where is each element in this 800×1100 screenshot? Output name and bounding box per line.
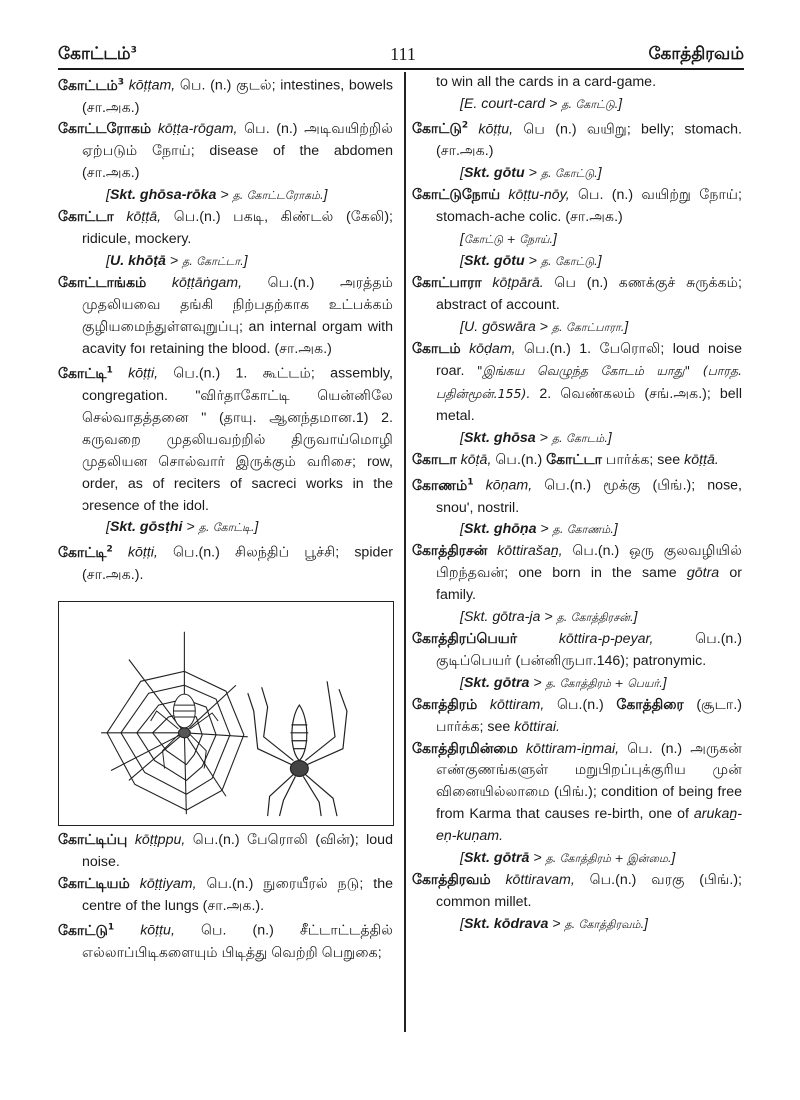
dictionary-entry: [412, 185, 742, 229]
transliteration: kōṭpārā.: [492, 274, 544, 291]
definition: பெ (n.) கணக்குச் சுருக்கம்; abstract of account.: [436, 274, 742, 313]
dictionary-entry: [412, 541, 742, 607]
transliteration: kōttiravam,: [505, 871, 575, 888]
part-of-speech: பெ.(n.): [556, 696, 604, 713]
definition: பெ.(n.) மூக்கு (பிங்.); nose, snou', nostril.: [436, 477, 742, 516]
definition: பெ.(n.) 1. கூட்டம்; assembly, congregation. "விர்தாகோட்டி யென்னிலே செல்வாதத்தனை " (தாயு. ஆனந்தமான.1) 2. கருவறை முதலியவற்றில் திருவாய்மொழி முதலியன சொல்வார் இருக்கும் வரிசை; row, order, as of reciters of sacreci works in the ɔresence of the idol.: [82, 366, 393, 514]
etymology-tamil: [கோட்டு + நோய்.]: [460, 231, 557, 247]
transliteration: kōṭṭu,: [478, 121, 514, 138]
dictionary-entry: [58, 207, 393, 251]
definition: பெ.(n.) வரகு (பிங்.); common millet.: [436, 871, 742, 910]
transliteration: kōṭṭppu,: [134, 831, 186, 848]
headword: கோட்டா: [58, 209, 114, 226]
part-of-speech: பெ.(n.): [495, 452, 543, 469]
dictionary-entry: [412, 629, 742, 673]
etymology: [Skt. gōtu > த. கோட்டு.]: [460, 165, 602, 182]
headword: கோட்டிப்பு: [58, 831, 128, 848]
page-header: [58, 42, 744, 70]
etymology: [Skt. ghōsa-rōka > த. கோட்டரோகம்.]: [106, 187, 328, 204]
etymology: [U. gōswāra > த. கோட்பாரா.]: [460, 318, 629, 335]
large-spider: [248, 681, 347, 816]
dictionary-entry: [412, 273, 742, 317]
definition: பெ. (n.) அடிவயிற்றில் ஏற்படும் நோய்; disease of the abdomen (சா.அக.): [82, 121, 393, 182]
definition: பெ.(n.) அரத்தம் முதலியவை தங்கி நிற்பதற்காக உட்பக்கம் குழியமைந்துள்ளவுறுப்பு; an internal orgam with acavity foı retaining the blood. (சா.அக.): [82, 274, 393, 357]
transliteration: kōṇam,: [485, 477, 533, 494]
transliteration: kōṭā,: [460, 452, 492, 469]
see-transliteration: kōttirai.: [514, 718, 560, 735]
header-last-word: கோத்திரவம்: [648, 44, 744, 64]
definition: or family.: [436, 565, 742, 604]
headword: கோட்டாங்கம்: [58, 274, 147, 291]
transliteration: kōttirašaṉ,: [497, 543, 563, 560]
headword: கோட்டரோகம்: [58, 121, 152, 138]
headword: கோட்டம்$^3$: [58, 77, 125, 94]
transliteration: kōṭṭu,: [140, 923, 175, 940]
headword: கோடா: [412, 452, 457, 469]
headword: கோத்திரப்பெயர்: [412, 630, 518, 647]
definition: பெ.(n.) சிலந்திப் பூச்சி; spider (சா.அக.).: [82, 545, 393, 583]
spider-web-drawing: [59, 602, 393, 825]
headword: கோத்திரசன்: [412, 543, 488, 560]
dictionary-entry: [412, 450, 742, 472]
definition: பெ.(n.) குடிப்பெயர் (பன்னிருபா.146); patronymic.: [436, 630, 742, 669]
dictionary-entry: [58, 360, 393, 517]
headword: கோட்டி$^1$: [58, 365, 113, 383]
transliteration: kōṭṭāṅgam,: [171, 274, 243, 291]
dictionary-entry: [412, 116, 742, 163]
definition: பெ.(n.) 1. பேரொலி; loud noise roar.: [436, 340, 742, 380]
dictionary-entry: [412, 339, 742, 429]
dictionary-entry: [412, 695, 742, 739]
transliteration: kōṭṭi,: [128, 366, 159, 383]
cross-reference: கோட்டா: [546, 452, 602, 469]
dictionary-entry: [58, 917, 393, 964]
left-column: [58, 72, 393, 965]
headword: கோத்திரமின்மை: [412, 740, 518, 757]
transliteration: kōṭṭam,: [128, 77, 176, 94]
transliteration: kōṭṭā,: [126, 209, 162, 226]
definition: பார்க்க; see: [605, 452, 681, 469]
transliteration: kōttiram-iṉmai,: [526, 740, 620, 757]
definition: பெ. (n.) சீட்டாட்டத்தில் எல்லாப்பிடிகளையும் பிடித்து வெற்றி பெறுகை;: [82, 923, 393, 961]
headword: கோட்டியம்: [58, 875, 130, 892]
etymology: [Skt. gōtrā > த. கோத்திரம் + இன்மை.]: [460, 850, 676, 867]
etymology: [U. khōṭā > த. கோட்டா.]: [106, 252, 248, 269]
header-first-word: கோட்டம்$^3$: [58, 44, 137, 64]
etymology: [Skt. gōtra > த. கோத்திரம் + பெயர்.]: [460, 674, 667, 691]
page-number: 111: [390, 44, 416, 64]
dictionary-entry: [412, 739, 742, 849]
etymology: [Skt. ghōṇa > த. கோணம்.]: [460, 521, 618, 538]
definition: பெ.(n.) நுரையீரல் நடு; the centre of the lungs (சா.அக.).: [82, 875, 393, 914]
dictionary-entry: [58, 273, 393, 361]
definition-lead: பெ.(n.) ஒரு குலவழியில் பிறந்தவன்; one born in the same: [436, 543, 742, 582]
definition: பெ.(n.) பகடி, கிண்டல் (கேலி); ridicule, mockery.: [82, 209, 393, 247]
transliteration: kōttiram,: [489, 696, 545, 713]
dictionary-entry: [412, 870, 742, 914]
etymology: [Skt. ghōsa > த. கோடம்.]: [460, 430, 612, 447]
etymology: [Skt. gōtu > த. கோட்டு.]: [460, 252, 602, 269]
italic-term: gōtra: [686, 565, 720, 582]
etymology: [Skt. gōsṭhi > த. கோட்டி.]: [106, 519, 259, 536]
definition: பெ. (n.) குடல்; intestines, bowels (சா.அக.): [82, 77, 393, 116]
etymology: [Skt. gōtra-ja > த. கோத்திரசன்.]: [460, 609, 638, 626]
headword: கோட்டுநோய்: [412, 187, 501, 204]
right-column: [412, 72, 742, 936]
etymology: [E. court-card > த. கோட்டு.]: [460, 95, 623, 112]
transliteration: kōttira-p-peyar,: [558, 630, 654, 647]
dictionary-entry: [58, 72, 393, 119]
etymology: [Skt. kōdrava > த. கோத்திரவம்.]: [460, 915, 648, 932]
cross-reference: கோத்திரை: [616, 696, 684, 713]
headword: கோட்டி$^2$: [58, 544, 113, 561]
headword: கோட்டு$^1$: [58, 922, 115, 940]
see-transliteration: kōṭṭā.: [684, 452, 719, 469]
entry-continuation: to win all the cards in a card-game.: [436, 74, 657, 90]
italic-term: arukaṉ-eṇ-kuṇam.: [436, 806, 742, 845]
web-spider: [151, 694, 218, 768]
transliteration: kōṭṭi,: [127, 545, 158, 561]
transliteration: kōṭṭa-rōgam,: [157, 121, 238, 138]
dictionary-entry: [58, 874, 393, 918]
headword: கோடம்: [412, 340, 461, 357]
headword: கோத்திரவம்: [412, 871, 491, 888]
definition: பெ.(n.) பேரொலி (வின்); loud noise.: [82, 831, 393, 870]
transliteration: kōṭṭu-nōy,: [508, 187, 570, 204]
spider-illustration: [58, 601, 394, 826]
definition: (சூடா.) பார்க்க; see: [436, 696, 742, 735]
definition: பெ (n.) வயிறு; belly; stomach. (சா.அக.): [436, 121, 742, 160]
headword: கோத்திரம்: [412, 696, 478, 713]
literary-quote: "இங்கய வெழுந்த கோடம் யாது" (பாரத. பதின்மூன்.155).: [436, 363, 742, 402]
definition-2: 2. வெண்கலம் (சங்.அக.); bell metal.: [436, 386, 742, 425]
definition: பெ. (n.) வயிற்று நோய்; stomach-ache colic. (சா.அக.): [436, 187, 742, 226]
dictionary-entry: [58, 539, 393, 586]
headword: கோட்பாரா: [412, 274, 482, 291]
headword: கோணம்$^1$: [412, 476, 474, 494]
dictionary-entry: [412, 472, 742, 519]
column-divider: [404, 72, 406, 1032]
headword: கோட்டு$^2$: [412, 120, 469, 138]
dictionary-entry: [58, 119, 393, 185]
transliteration: kōṭṭiyam,: [139, 875, 197, 892]
dictionary-entry: [58, 830, 393, 874]
definition: பெ. (n.) அருகன் எண்குணங்களுள் மறுபிறப்புக்குரிய முன் வினையில்லாமை (பிங்.); condition of being free from Karma that causes re-birth, one of: [436, 740, 742, 823]
transliteration: kōḍam,: [469, 340, 516, 357]
